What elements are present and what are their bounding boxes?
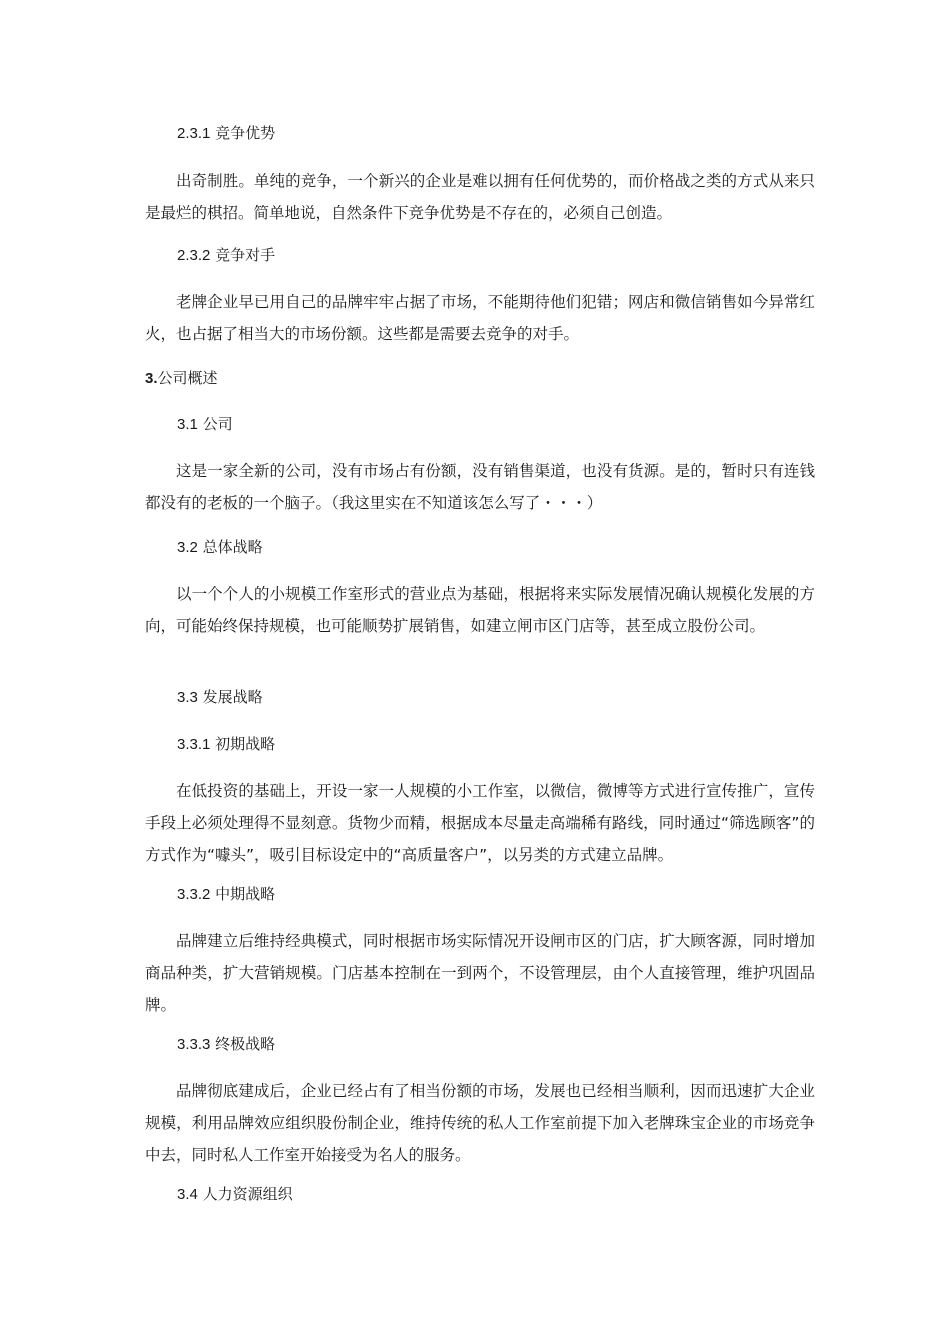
- paragraph-competitive-advantage: 出奇制胜。单纯的竞争，一个新兴的企业是难以拥有任何优势的，而价格战之类的方式从来只是最烂的棋招。简单地说，自然条件下竞争优势是不存在的，必须自己创造。: [145, 172, 815, 222]
- paragraph-competitors: 老牌企业早已用自己的品牌牢牢占据了市场，不能期待他们犯错；网店和微信销售如今异常红火，也占据了相当大的市场份额。这些都是需要去竞争的对手。: [145, 293, 815, 343]
- paragraph-overall-strategy: 以一个个人的小规模工作室形式的营业点为基础，根据将来实际发展情况确认规模化发展的方向，可能始终保持规模，也可能顺势扩展销售，如建立闸市区门店等，甚至成立股份公司。: [145, 585, 815, 635]
- section-heading-3: 3.公司概述: [145, 369, 218, 387]
- section-heading-2-3-1: 2.3.1 竞争优势: [177, 124, 276, 142]
- section-heading-3-3-2: 3.3.2 中期战略: [177, 885, 276, 903]
- section-heading-3-3-3: 3.3.3 终极战略: [177, 1035, 276, 1053]
- paragraph-ultimate-strategy: 品牌彻底建成后，企业已经占有了相当份额的市场，发展也已经相当顺利，因而迅速扩大企业规模，利用品牌效应组织股份制企业，维持传统的私人工作室前提下加入老牌珠宝企业的市场竞争中去，同时私人工作室开始接受为名人的服务。: [145, 1082, 815, 1164]
- section-heading-2-3-2: 2.3.2 竞争对手: [177, 246, 276, 264]
- paragraph-company: 这是一家全新的公司，没有市场占有份额，没有销售渠道，也没有货源。是的，暂时只有连钱都没有的老板的一个脑子。（我这里实在不知道该怎么写了・・・）: [145, 462, 815, 512]
- section-heading-3-2: 3.2 总体战略: [177, 538, 263, 556]
- section-heading-3-1: 3.1 公司: [177, 415, 233, 433]
- section-heading-3-4: 3.4 人力资源组织: [177, 1185, 293, 1203]
- section-heading-3-3-1: 3.3.1 初期战略: [177, 735, 276, 753]
- paragraph-mid-term-strategy: 品牌建立后维持经典模式，同时根据市场实际情况开设闸市区的门店，扩大顾客源，同时增加商品种类，扩大营销规模。门店基本控制在一到两个，不设管理层，由个人直接管理，维护巩固品牌。: [145, 932, 815, 1014]
- section-heading-3-3: 3.3 发展战略: [177, 688, 263, 706]
- paragraph-initial-strategy: 在低投资的基础上，开设一家一人规模的小工作室，以微信，微博等方式进行宣传推广，宣传手段上必须处理得不显刻意。货物少而精，根据成本尽量走高端稀有路线，同时通过“筛选顾客”的方式作为“噱头”，吸引目标设定中的“高质量客户”，以另类的方式建立品牌。: [145, 782, 815, 864]
